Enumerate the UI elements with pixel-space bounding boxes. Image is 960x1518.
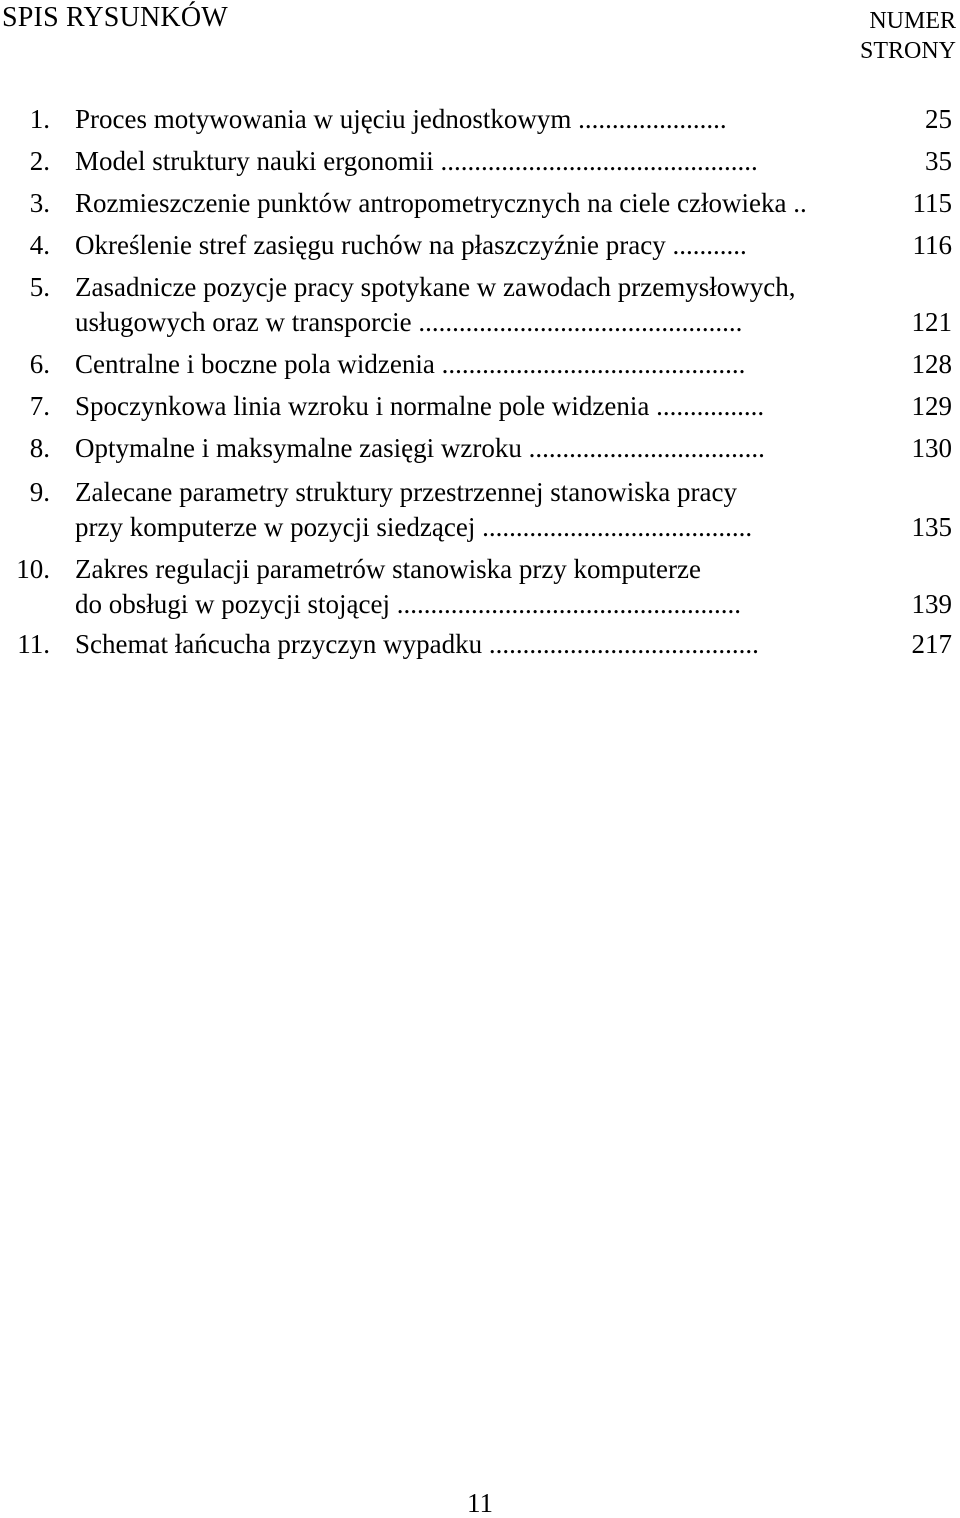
list-item-title — [75, 431, 875, 466]
list-item-title-line: Model struktury nauki ergonomii ............................................... — [75, 146, 758, 176]
list-item-number: 8. — [29, 433, 50, 463]
list-item-page-number: 130 — [911, 433, 952, 463]
list-item-title — [75, 228, 875, 263]
list-item-page-number: 121 — [911, 307, 952, 337]
list-item-page-number: 217 — [911, 629, 952, 659]
list-item-number: 9. — [29, 477, 50, 507]
list-item-page-number: 25 — [925, 104, 952, 134]
list-item-title — [75, 144, 875, 179]
list-item-title-line: przy komputerze w pozycji siedzącej ........................................ — [75, 512, 753, 542]
list-item-page-number: 115 — [912, 188, 952, 218]
list-item-number: 10. — [16, 554, 50, 584]
list-item-number: 2. — [29, 146, 50, 176]
list-item-title-line: Proces motywowania w ujęciu jednostkowym ...................... — [75, 104, 727, 134]
list-item-title-line: Zasadnicze pozycje pracy spotykane w zawodach przemysłowych, — [75, 272, 796, 302]
list-item-title — [75, 389, 875, 424]
list-item-number: 5. — [29, 272, 50, 302]
list-item-title-line: Centralne i boczne pola widzenia ............................................. — [75, 349, 746, 379]
page-title: SPIS RYSUNKÓW — [2, 2, 228, 33]
list-item-page-number: 129 — [911, 391, 952, 421]
list-item-title-line: Zalecane parametry struktury przestrzennej stanowiska pracy — [75, 477, 737, 507]
list-item-title — [75, 552, 875, 622]
list-item-title — [75, 270, 875, 340]
list-item — [0, 627, 960, 662]
list-item — [0, 186, 960, 221]
list-item-page-number: 35 — [925, 146, 952, 176]
list-item — [0, 270, 960, 340]
list-item-title-line: Zakres regulacji parametrów stanowiska przy komputerze — [75, 554, 701, 584]
list-item-number: 7. — [29, 391, 50, 421]
list-item-number: 1. — [29, 104, 50, 134]
list-item — [0, 389, 960, 424]
list-item-title — [75, 102, 875, 137]
column-header-line: STRONY — [859, 38, 956, 64]
page-number: 11 — [467, 1488, 493, 1518]
list-item-title — [75, 186, 875, 221]
list-item — [0, 552, 960, 622]
list-item — [0, 102, 960, 137]
list-item-page-number: 135 — [911, 512, 952, 542]
list-item — [0, 228, 960, 263]
page-number-column-header — [860, 6, 956, 66]
list-item-title-line: Schemat łańcucha przyczyn wypadku ........................................ — [75, 629, 759, 659]
list-item-title-line: usługowych oraz w transporcie ................................................ — [75, 307, 743, 337]
list-item-page-number: 116 — [912, 230, 952, 260]
list-item — [0, 431, 960, 466]
list-item-title — [75, 347, 875, 382]
list-item-title — [75, 627, 875, 662]
list-item-number: 3. — [29, 188, 50, 218]
list-item-title-line: Określenie stref zasięgu ruchów na płaszczyźnie pracy ........... — [75, 230, 747, 260]
list-item-number: 6. — [29, 349, 50, 379]
list-item — [0, 347, 960, 382]
list-item-page-number: 128 — [911, 349, 952, 379]
column-header-line: NUMER — [869, 8, 956, 34]
list-item — [0, 475, 960, 545]
list-item-title-line: Spoczynkowa linia wzroku i normalne pole widzenia ................ — [75, 391, 765, 421]
list-item-title-line: do obsługi w pozycji stojącej ................................................... — [75, 589, 741, 619]
list-item-page-number: 139 — [911, 589, 952, 619]
list-item-number: 11. — [17, 629, 50, 659]
list-item-title — [75, 475, 875, 545]
list-item-number: 4. — [29, 230, 50, 260]
list-item-title-line: Rozmieszczenie punktów antropometrycznych na ciele człowieka .. — [75, 188, 807, 218]
list-item-title-line: Optymalne i maksymalne zasięgi wzroku ................................... — [75, 433, 765, 463]
